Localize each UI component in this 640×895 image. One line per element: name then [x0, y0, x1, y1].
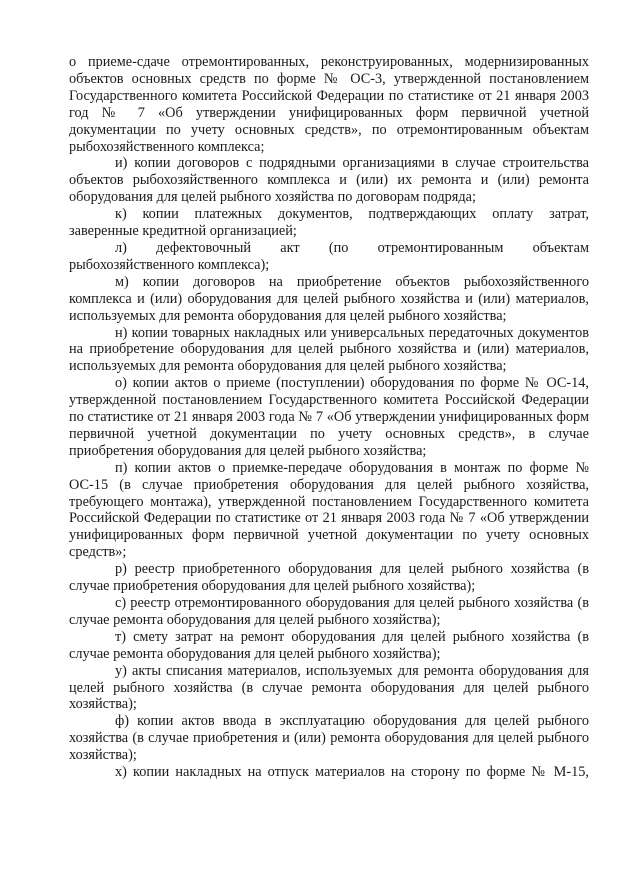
paragraph-item-f: ф) копии актов ввода в эксплуатацию оборудования для целей рыбного хозяйства (в случае приобретения и (или) ремонта оборудования для целей рыбного хозяйства);	[69, 713, 589, 764]
paragraph-item-o: о) копии актов о приеме (поступлении) оборудования по форме № ОС-14, утвержденной постановлением Государственного комитета Российской Федерации по статистике от 21 января 2003 года № 7 «Об утверждении унифицированных форм первичной учетной документации по учету основных средств», в случае приобретения оборудования для целей рыбного хозяйства;	[69, 375, 589, 459]
paragraph-item-n: н) копии товарных накладных или универсальных передаточных документов на приобретение оборудования для целей рыбного хозяйства и (или) материалов, используемых для ремонта оборудования для целей рыбного хозяйства;	[69, 324, 589, 375]
paragraph-item-s: с) реестр отремонтированного оборудования для целей рыбного хозяйства (в случае ремонта оборудования для целей рыбного хозяйства);	[69, 595, 589, 628]
paragraph-item-u: у) акты списания материалов, используемых для ремонта оборудования для целей рыбного хозяйства (в случае ремонта оборудования для целей рыбного хозяйства);	[69, 662, 589, 713]
paragraph-item-kh: х) копии накладных на отпуск материалов на сторону по форме № М-15,	[115, 764, 589, 781]
paragraph-item-m: м) копии договоров на приобретение объектов рыбохозяйственного комплекса и (или) оборудования для целей рыбного хозяйства и (или) материалов, используемых для ремонта оборудования для целей рыбного хозяйства;	[69, 273, 589, 324]
paragraph-item-k: к) копии платежных документов, подтверждающих оплату затрат, заверенные кредитной организацией;	[69, 206, 589, 240]
paragraph-item-r: р) реестр приобретенного оборудования для целей рыбного хозяйства (в случае приобретения оборудования для целей рыбного хозяйства);	[69, 561, 589, 595]
paragraph-oc3-continuation: о приеме-сдаче отремонтированных, реконструированных, модернизированных объектов основных средств по форме № ОС-3, утвержденной постановлением Государственного комитета Российской Федерации по статистике от 21 января 2003 год № 7 «Об утверждении унифицированных форм первичной учетной документации по учету основных средств», по отремонтированным объектам рыбохозяйственного комплекса;	[69, 54, 589, 155]
document-body	[69, 54, 589, 781]
paragraph-item-p: п) копии актов о приемке-передаче оборудования в монтаж по форме № ОС-15 (в случае приобретения оборудования для целей рыбного хозяйства, требующего монтажа), утвержденной постановлением Государственного комитета Российской Федерации по статистике от 21 января 2003 года № 7 «Об утверждении унифицированных форм первичной учетной документации по учету основных средств»;	[69, 459, 589, 561]
paragraph-item-l: л) дефектовочный акт (по отремонтированным объектам рыбохозяйственного комплекса);	[69, 239, 589, 273]
paragraph-item-t: т) смету затрат на ремонт оборудования для целей рыбного хозяйства (в случае ремонта оборудования для целей рыбного хозяйства);	[69, 628, 589, 662]
paragraph-item-i: и) копии договоров с подрядными организациями в случае строительства объектов рыбохозяйственного комплекса и (или) их ремонта и (или) ремонта оборудования для целей рыбного хозяйства по договорам подряда;	[69, 155, 589, 206]
